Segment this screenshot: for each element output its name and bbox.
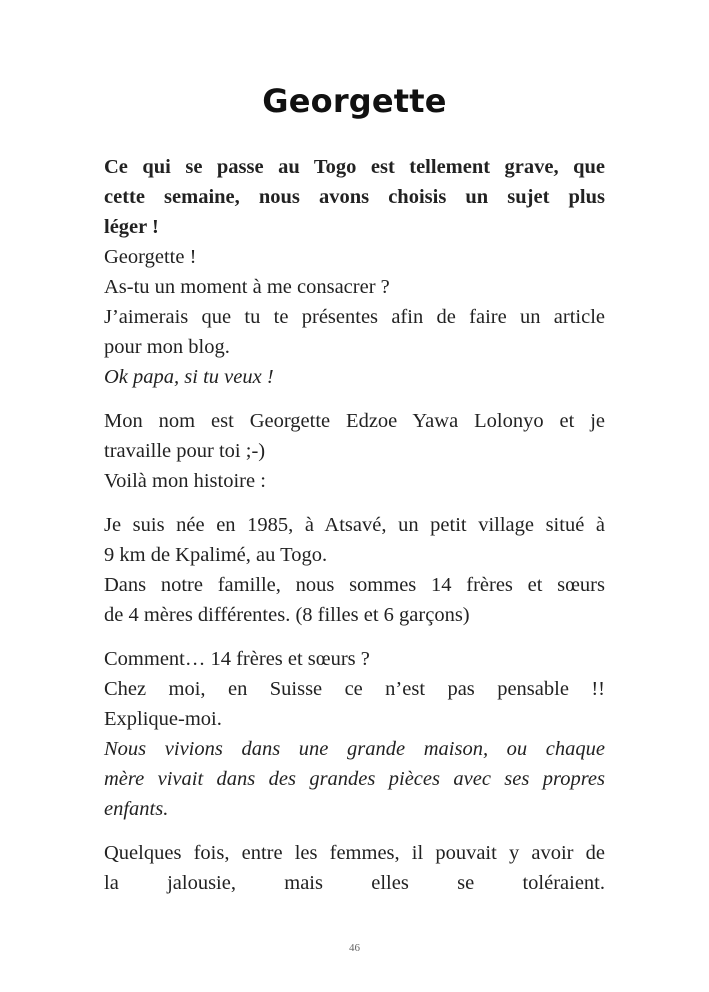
question-text: Explique-moi. [104, 708, 222, 730]
paragraph: travaille pour toi ;-) [104, 440, 266, 462]
paragraph: Mon nom est Georgette Edzoe Yawa Lolonyo et je [104, 410, 605, 432]
reply-text: mère vivait dans des grandes pièces avec ses propres [104, 768, 605, 790]
intro-line: cette semaine, nous avons choisis un sujet plus [104, 186, 605, 208]
paragraph: Georgette ! [104, 246, 197, 268]
intro-line: Ce qui se passe au Togo est tellement grave, que [104, 156, 605, 178]
paragraph: Dans notre famille, nous sommes 14 frères et sœurs [104, 574, 605, 596]
question-text: Chez moi, en Suisse ce n’est pas pensable !! [104, 678, 605, 700]
question-text: Comment… 14 frères et sœurs ? [104, 648, 370, 670]
paragraph: pour mon blog. [104, 336, 230, 358]
reply-text: Ok papa, si tu veux ! [104, 366, 274, 388]
article-body [104, 152, 605, 898]
paragraph: 9 km de Kpalimé, au Togo. [104, 544, 328, 566]
paragraph: J’aimerais que tu te présentes afin de faire un article [104, 306, 605, 328]
paragraph: la jalousie, mais elles se toléraient. [104, 872, 605, 894]
page-title: Georgette [262, 82, 447, 120]
paragraph: Je suis née en 1985, à Atsavé, un petit village situé à [104, 514, 605, 536]
reply-text: enfants. [104, 798, 169, 820]
reply-text: Nous vivions dans une grande maison, ou chaque [104, 738, 605, 760]
intro-line: léger ! [104, 216, 159, 238]
paragraph: Quelques fois, entre les femmes, il pouvait y avoir de [104, 842, 605, 864]
paragraph: Voilà mon histoire : [104, 470, 266, 492]
paragraph: As-tu un moment à me consacrer ? [104, 276, 390, 298]
paragraph: de 4 mères différentes. (8 filles et 6 garçons) [104, 604, 470, 626]
page-number: 46 [349, 942, 360, 954]
